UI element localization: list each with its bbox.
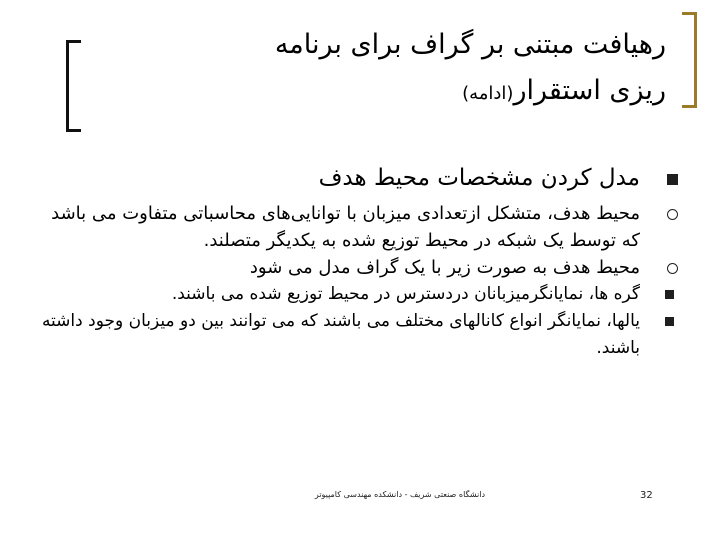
- sub-bullet-2: [38, 254, 678, 281]
- square-bullet-icon: [667, 160, 678, 196]
- square-bullet-icon: [665, 281, 674, 308]
- title-line-1: رهیافت مبتنی بر گراف برای برنامه: [274, 29, 666, 60]
- nested-bullet-1: [38, 281, 678, 308]
- footer-text: دانشگاه صنعتی شریف - دانشکده مهندسی کامپیوتر: [314, 490, 486, 499]
- page-number: 32: [640, 490, 653, 501]
- sub-bullet-1: [38, 200, 678, 254]
- square-bullet-icon: [665, 308, 674, 335]
- sub-bullet-1-text: محیط هدف، متشکل ازتعدادی میزبان با توانایی‌های محاسباتی متفاوت می باشد که توسط یک شبکه در محیط توزیع شده به یکدیگر متصلند.: [51, 203, 640, 251]
- bullet-heading: [38, 160, 678, 196]
- circle-bullet-icon: [667, 200, 678, 228]
- slide-title: [86, 22, 666, 117]
- sub-bullet-2-text: محیط هدف به صورت زیر با یک گراف مدل می شود: [249, 257, 640, 278]
- nested-bullet-1-text: گره ها، نمایانگرمیزبانان دردسترس در محیط توزیع شده می باشند.: [171, 284, 640, 304]
- nested-bullet-2-text: یالها، نمایانگر انواع کانالهای مختلف می باشند که می توانند بین دو میزبان وجود داشته باشند.: [41, 311, 640, 358]
- circle-bullet-icon: [667, 254, 678, 282]
- title-line-2-main: ریزی استقرار: [513, 75, 666, 106]
- slide-body: [38, 160, 678, 362]
- nested-bullet-2: [38, 308, 678, 362]
- left-bracket-ornament: [66, 40, 81, 132]
- title-line-2: [86, 68, 666, 117]
- right-bracket-ornament: [682, 12, 697, 108]
- heading-text: مدل کردن مشخصات محیط هدف: [318, 165, 640, 191]
- title-continued: (ادامه): [462, 83, 514, 104]
